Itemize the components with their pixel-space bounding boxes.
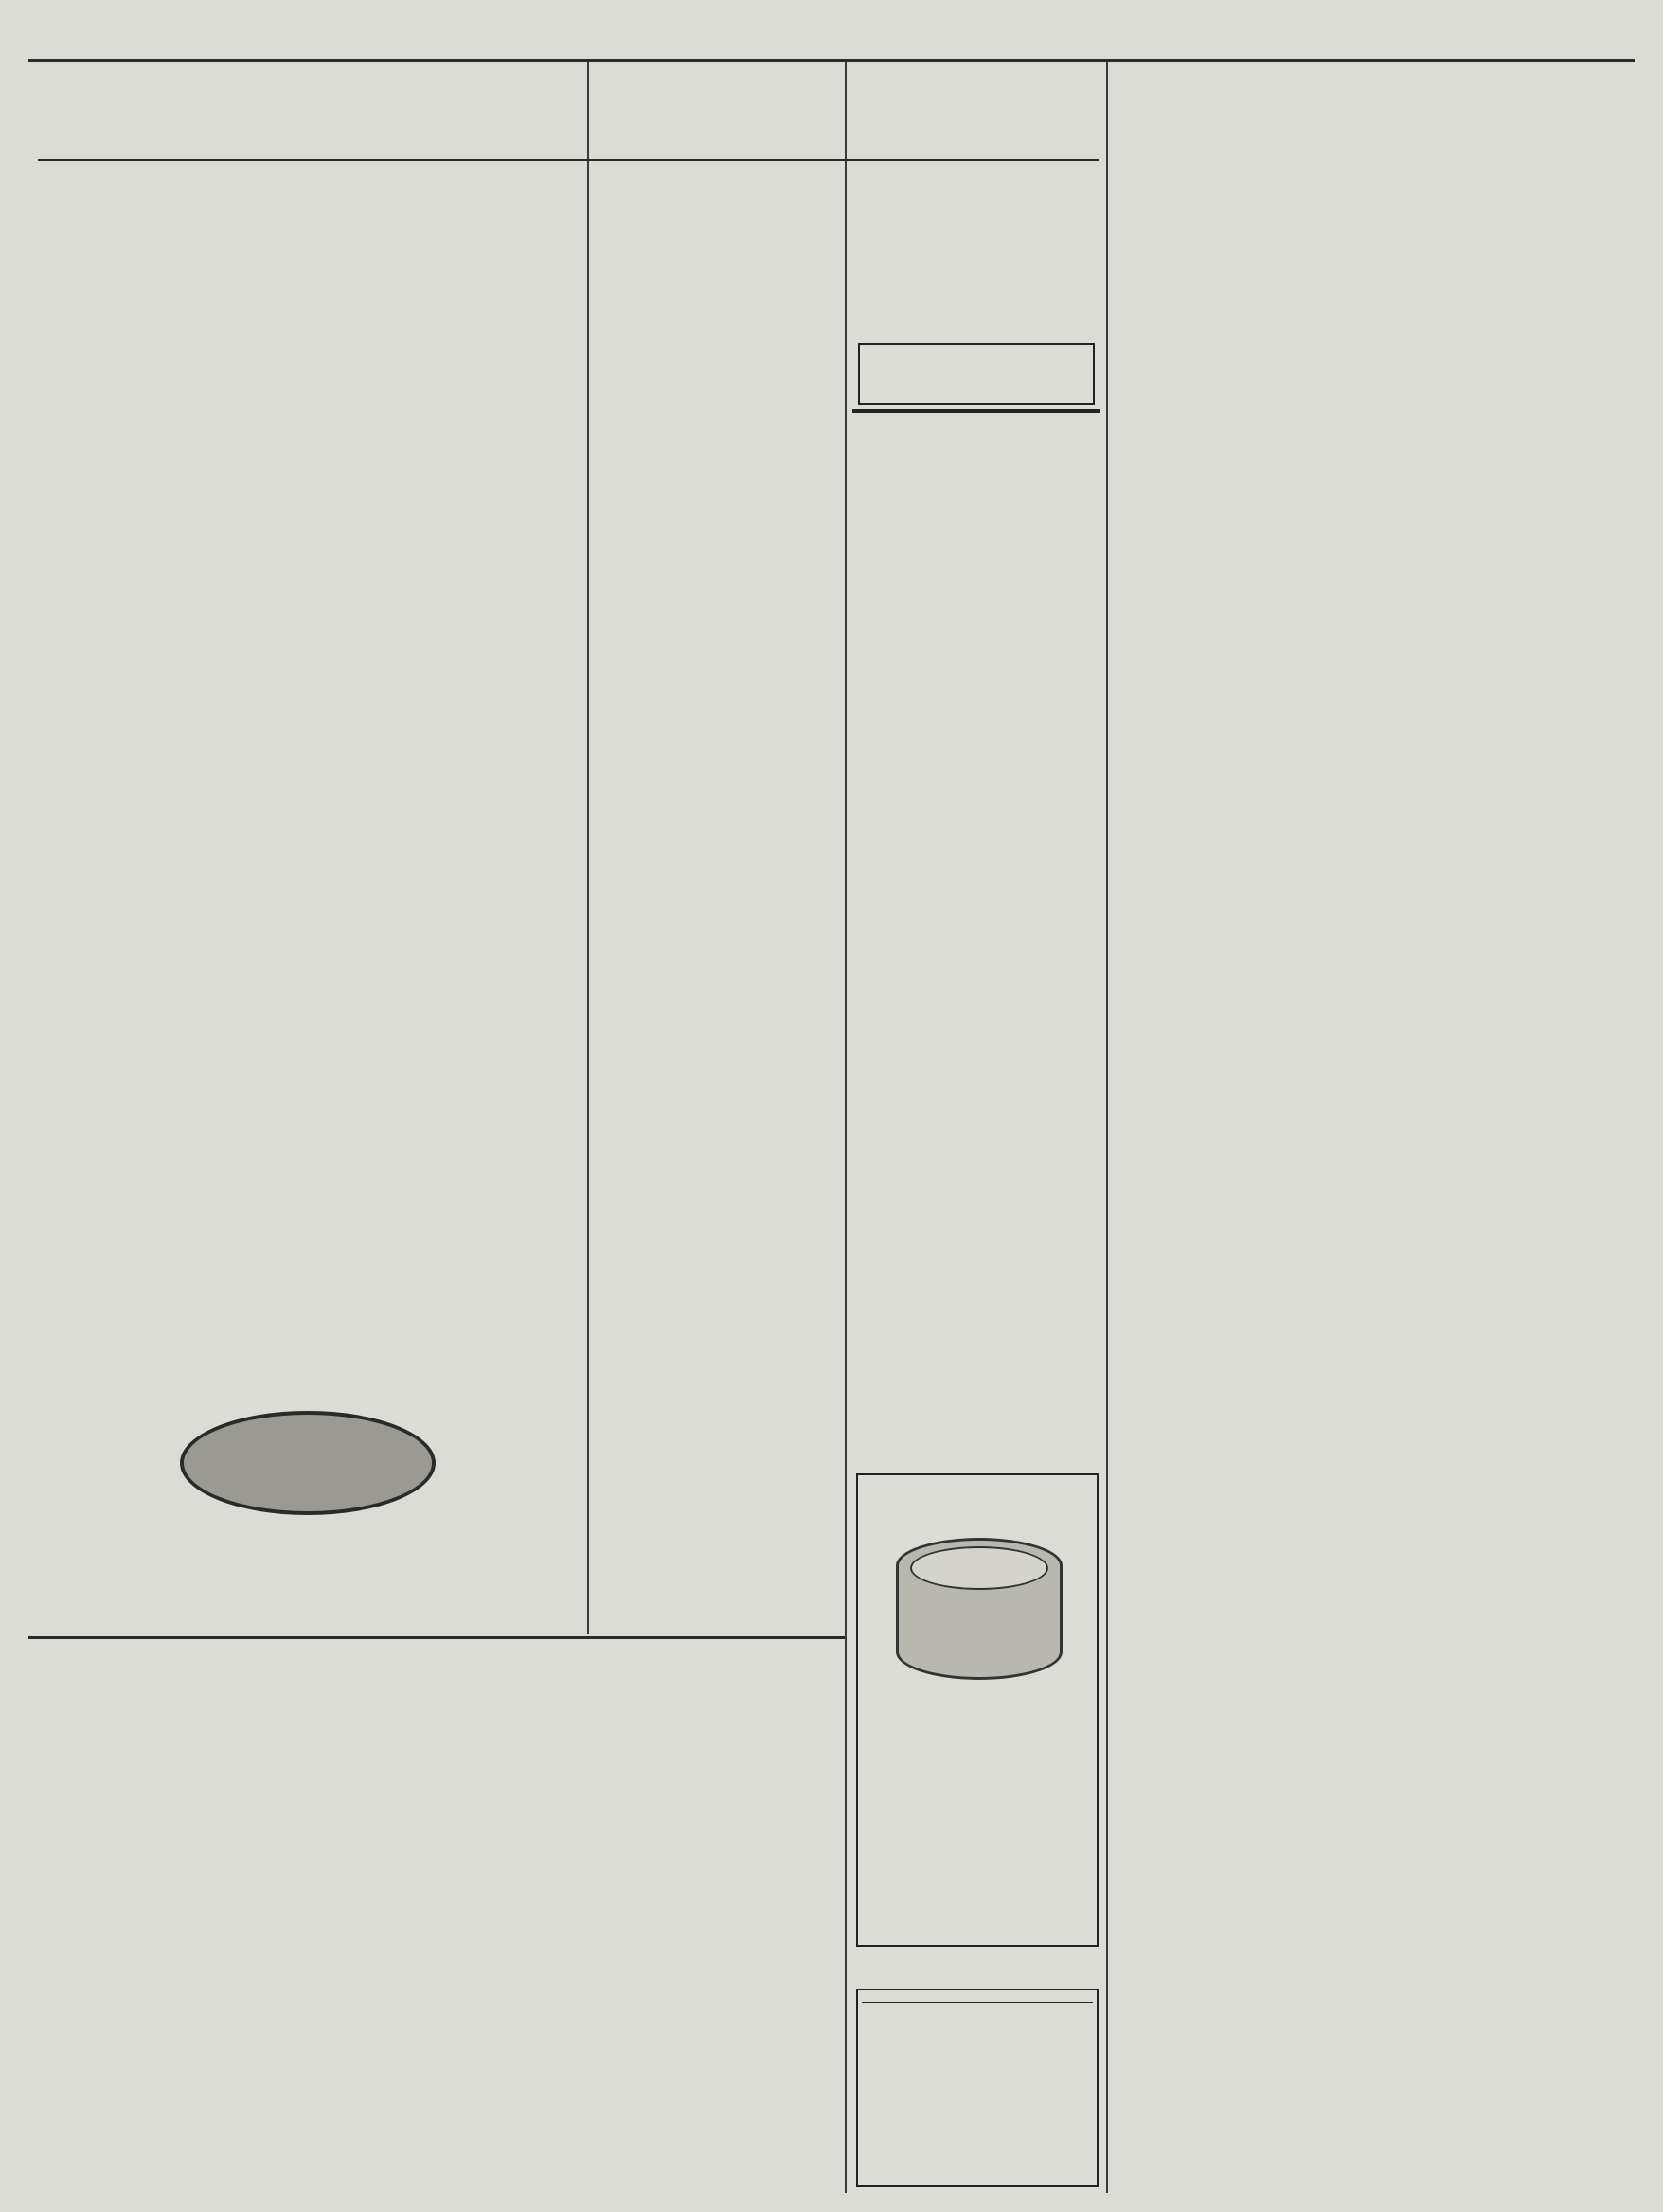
euskal-column-1 <box>38 220 580 1384</box>
column-rule-2 <box>845 62 847 2193</box>
vida-religiosa <box>852 409 1100 1470</box>
cera-tin <box>896 1538 1063 1680</box>
gaurkoa-section <box>852 167 1100 366</box>
mantas-row-5 <box>34 1860 290 1888</box>
masthead-rule <box>28 59 1635 62</box>
ad-patentes <box>856 1989 1099 2187</box>
ad-vino-ona <box>858 343 1095 405</box>
patentes-footer <box>862 2002 1093 2006</box>
mantas-row-2 <box>34 1763 574 1792</box>
mantas-row-1 <box>34 1731 574 1759</box>
column-rule-1 <box>587 62 589 1634</box>
cera-tin-lid <box>910 1546 1048 1590</box>
reina-logo <box>180 1411 436 1515</box>
ad-cera-fenix <box>856 1473 1099 1947</box>
euskal-rule <box>38 159 1099 161</box>
ad-reina-medias <box>38 1392 578 1633</box>
mantas-row-3 <box>34 1795 574 1824</box>
mantas-row-4 <box>34 1828 574 1856</box>
religiosa-title <box>852 409 1100 413</box>
mantas-top-rule <box>28 1636 845 1639</box>
euskal-oria-title <box>57 68 833 153</box>
euskal-column-2 <box>597 167 838 1634</box>
mantas-small <box>34 1892 574 1987</box>
ad-mantas <box>34 1644 583 2212</box>
column-rule-3 <box>1106 62 1108 2193</box>
